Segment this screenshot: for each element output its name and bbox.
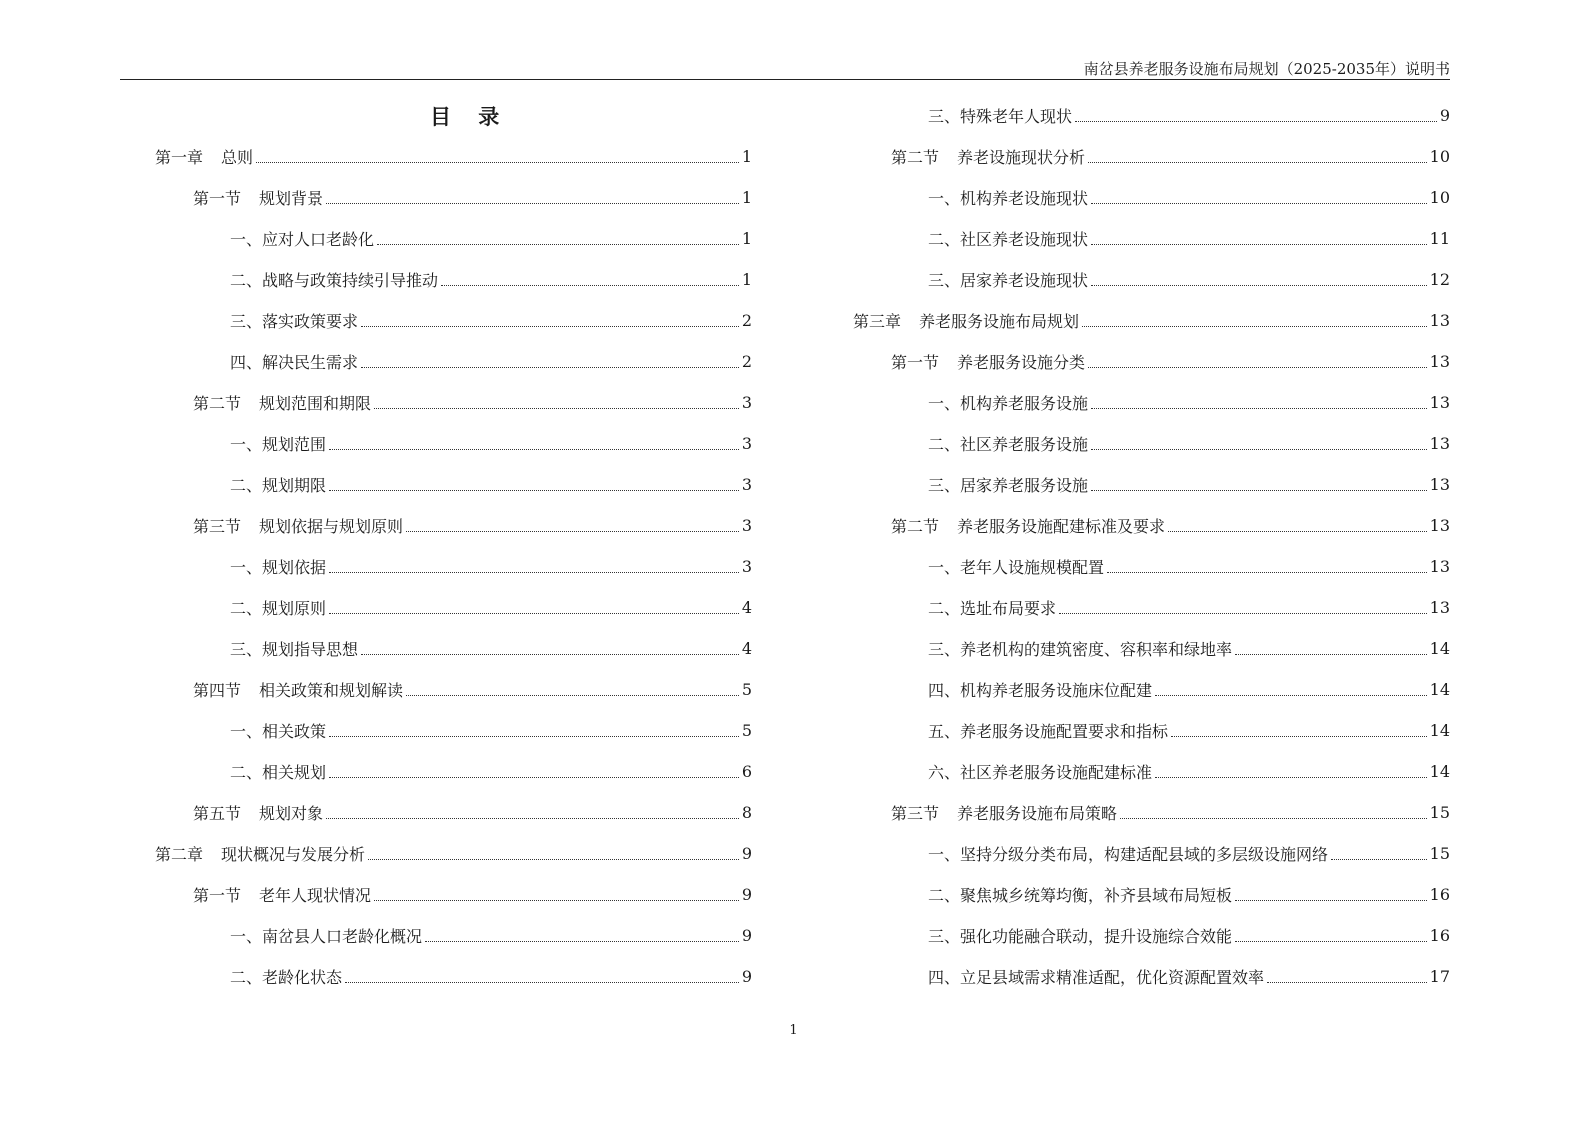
toc-dot-leader: [1075, 120, 1437, 122]
toc-dot-leader: [1168, 530, 1427, 532]
toc-entry-label: [928, 637, 1232, 660]
toc-entry-page: 5: [741, 721, 752, 740]
toc-entry-number: 第三节: [193, 517, 242, 536]
toc-entry-page: 1: [741, 188, 752, 207]
toc-entry-text: 三、特殊老年人现状: [928, 107, 1073, 126]
toc-entry-label: [928, 760, 1152, 783]
toc-entry[interactable]: [155, 956, 752, 997]
toc-entry-label: [928, 227, 1088, 250]
toc-entry-label: [193, 514, 403, 537]
toc-entry[interactable]: [853, 669, 1450, 710]
header-rule: [120, 79, 1450, 80]
toc-dot-leader: [361, 366, 739, 368]
toc-dot-leader: [256, 161, 739, 163]
toc-entry-label: [230, 350, 358, 373]
toc-entry-label: [230, 719, 326, 742]
toc-entry-page: 10: [1429, 147, 1450, 166]
toc-right-column: [853, 95, 1450, 997]
toc-entry[interactable]: [853, 95, 1450, 136]
toc-entry-number: 第二章: [155, 845, 204, 864]
toc-entry-label: [230, 596, 326, 619]
toc-entry-label: [155, 145, 253, 168]
toc-entry-page: 14: [1429, 721, 1450, 740]
toc-entry-page: 1: [741, 229, 752, 248]
toc-entry-label: [928, 432, 1088, 455]
toc-entry[interactable]: [853, 915, 1450, 956]
toc-entry-text: 养老服务设施配建标准及要求: [957, 517, 1166, 536]
toc-dot-leader: [1235, 653, 1427, 655]
toc-entry-text: 六、社区养老服务设施配建标准: [928, 763, 1153, 782]
toc-entry-page: 6: [741, 762, 752, 781]
toc-entry-page: 2: [741, 352, 752, 371]
toc-entry-page: 9: [741, 844, 752, 863]
toc-dot-leader: [1091, 489, 1427, 491]
toc-entry-text: 二、老龄化状态: [230, 968, 343, 987]
toc-entry-text: 一、机构养老服务设施: [928, 394, 1089, 413]
toc-entry-label: [928, 924, 1232, 947]
toc-entry-page: 9: [1439, 106, 1450, 125]
toc-dot-leader: [1088, 366, 1427, 368]
toc-entry-page: 13: [1429, 434, 1450, 453]
toc-dot-leader: [1091, 202, 1427, 204]
toc-entry-text: 五、养老服务设施配置要求和指标: [928, 722, 1169, 741]
toc-entry[interactable]: [155, 792, 752, 833]
toc-entry-page: 4: [741, 639, 752, 658]
toc-entry-page: 3: [741, 557, 752, 576]
toc-entry-label: [928, 473, 1088, 496]
toc-entry[interactable]: [853, 751, 1450, 792]
toc-entry[interactable]: [155, 382, 752, 423]
toc-entry[interactable]: [853, 792, 1450, 833]
toc-entry-text: 二、社区养老服务设施: [928, 435, 1089, 454]
document-header-title: 南岔县养老服务设施布局规划（2025-2035年）说明书: [1083, 60, 1450, 78]
toc-entry-label: [928, 104, 1072, 127]
toc-entry-text: 总则: [221, 148, 254, 167]
toc-entry[interactable]: [853, 423, 1450, 464]
toc-entry-label: [230, 227, 374, 250]
toc-entry-number: 第三节: [891, 804, 940, 823]
toc-entry-label: [928, 186, 1088, 209]
toc-entry-page: 12: [1429, 270, 1450, 289]
toc-dot-leader: [326, 817, 739, 819]
toc-entry-page: 16: [1429, 885, 1450, 904]
toc-dot-leader: [1107, 571, 1427, 573]
toc-entry-label: [230, 760, 326, 783]
toc-entry-page: 16: [1429, 926, 1450, 945]
toc-entry-text: 一、坚持分级分类布局，构建适配县域的多层级设施网络: [928, 845, 1329, 864]
toc-dot-leader: [1091, 243, 1427, 245]
toc-entry-label: [928, 555, 1104, 578]
toc-entry-text: 三、强化功能融合联动，提升设施综合效能: [928, 927, 1233, 946]
toc-entry[interactable]: [155, 218, 752, 259]
toc-dot-leader: [1235, 940, 1427, 942]
toc-dot-leader: [1235, 899, 1427, 901]
toc-entry-page: 3: [741, 393, 752, 412]
toc-entry-page: 9: [741, 885, 752, 904]
toc-title: 目 录: [430, 104, 510, 129]
toc-entry-text: 相关政策和规划解读: [259, 681, 404, 700]
toc-entry-page: 10: [1429, 188, 1450, 207]
toc-entry-text: 现状概况与发展分析: [221, 845, 366, 864]
toc-dot-leader: [361, 325, 739, 327]
toc-entry[interactable]: [155, 300, 752, 341]
toc-entry-label: [928, 719, 1168, 742]
toc-entry[interactable]: [155, 177, 752, 218]
toc-dot-leader: [1120, 817, 1427, 819]
toc-entry[interactable]: [155, 259, 752, 300]
toc-dot-leader: [361, 653, 739, 655]
toc-dot-leader: [425, 940, 739, 942]
toc-entry-label: [928, 842, 1328, 865]
toc-entry-label: [230, 473, 326, 496]
toc-entry-number: 第三章: [853, 312, 902, 331]
toc-entry-page: 3: [741, 475, 752, 494]
toc-entry-text: 三、养老机构的建筑密度、容积率和绿地率: [928, 640, 1233, 659]
toc-entry[interactable]: [853, 505, 1450, 546]
toc-entry-label: [891, 350, 1085, 373]
toc-entry-page: 9: [741, 967, 752, 986]
toc-entry-label: [155, 842, 365, 865]
toc-entry-page: 1: [741, 270, 752, 289]
toc-entry[interactable]: [853, 710, 1450, 751]
toc-dot-leader: [374, 407, 739, 409]
toc-entry[interactable]: [853, 874, 1450, 915]
toc-entry-page: 15: [1429, 844, 1450, 863]
toc-dot-leader: [1331, 858, 1427, 860]
toc-entry-text: 四、立足县域需求精准适配，优化资源配置效率: [928, 968, 1265, 987]
toc-entry-page: 9: [741, 926, 752, 945]
toc-dot-leader: [329, 448, 739, 450]
toc-entry[interactable]: [155, 423, 752, 464]
toc-entry-text: 三、居家养老服务设施: [928, 476, 1089, 495]
toc-entry[interactable]: [155, 833, 752, 874]
toc-entry-number: 第二节: [891, 517, 940, 536]
toc-entry-label: [230, 965, 342, 988]
toc-entry-label: [928, 965, 1264, 988]
toc-entry-text: 养老服务设施分类: [957, 353, 1086, 372]
toc-entry-label: [891, 801, 1117, 824]
toc-entry-text: 二、相关规划: [230, 763, 327, 782]
toc-dot-leader: [329, 776, 739, 778]
toc-dot-leader: [406, 530, 739, 532]
toc-dot-leader: [326, 202, 739, 204]
toc-dot-leader: [1091, 407, 1427, 409]
toc-entry[interactable]: [155, 710, 752, 751]
toc-entry-text: 一、规划范围: [230, 435, 327, 454]
toc-entry-label: [193, 678, 403, 701]
toc-entry-text: 老年人现状情况: [259, 886, 372, 905]
toc-entry-number: 第一节: [891, 353, 940, 372]
toc-entry-page: 13: [1429, 393, 1450, 412]
toc-entry-page: 14: [1429, 680, 1450, 699]
toc-entry-page: 2: [741, 311, 752, 330]
toc-entry-text: 三、规划指导思想: [230, 640, 359, 659]
toc-entry[interactable]: [155, 546, 752, 587]
toc-entry[interactable]: [155, 751, 752, 792]
toc-entry-text: 一、机构养老设施现状: [928, 189, 1089, 208]
toc-entry[interactable]: [155, 464, 752, 505]
toc-entry-text: 规划对象: [259, 804, 324, 823]
page-number: 1: [789, 1023, 798, 1038]
toc-entry[interactable]: [853, 628, 1450, 669]
toc-entry[interactable]: [853, 546, 1450, 587]
toc-entry-number: 第一节: [193, 189, 242, 208]
toc-entry-number: 第一节: [193, 886, 242, 905]
toc-entry-text: 二、选址布局要求: [928, 599, 1057, 618]
toc-entry[interactable]: [853, 464, 1450, 505]
toc-entry-text: 二、战略与政策持续引导推动: [230, 271, 439, 290]
toc-entry-text: 一、南岔县人口老龄化概况: [230, 927, 423, 946]
toc-entry-page: 4: [741, 598, 752, 617]
toc-dot-leader: [329, 571, 739, 573]
toc-entry-page: 11: [1429, 229, 1450, 248]
toc-entry-number: 第二节: [891, 148, 940, 167]
toc-entry-text: 养老设施现状分析: [957, 148, 1086, 167]
toc-entry-page: 17: [1429, 967, 1450, 986]
toc-entry[interactable]: [853, 833, 1450, 874]
toc-dot-leader: [1171, 735, 1427, 737]
toc-dot-leader: [1091, 448, 1427, 450]
toc-left-column: [155, 136, 752, 997]
toc-entry-number: 第五节: [193, 804, 242, 823]
toc-entry-text: 三、居家养老设施现状: [928, 271, 1089, 290]
toc-entry-page: 3: [741, 516, 752, 535]
toc-entry[interactable]: [155, 669, 752, 710]
toc-dot-leader: [406, 694, 739, 696]
toc-entry[interactable]: [155, 874, 752, 915]
toc-dot-leader: [441, 284, 739, 286]
toc-entry[interactable]: [155, 628, 752, 669]
toc-entry-label: [891, 145, 1085, 168]
toc-entry[interactable]: [853, 177, 1450, 218]
toc-entry[interactable]: [155, 505, 752, 546]
toc-entry[interactable]: [853, 300, 1450, 341]
toc-entry-page: 5: [741, 680, 752, 699]
toc-dot-leader: [377, 243, 739, 245]
toc-dot-leader: [374, 899, 739, 901]
toc-entry[interactable]: [155, 136, 752, 177]
toc-entry-text: 规划范围和期限: [259, 394, 372, 413]
toc-entry[interactable]: [155, 915, 752, 956]
toc-dot-leader: [1082, 325, 1427, 327]
toc-entry-label: [928, 883, 1232, 906]
toc-entry[interactable]: [853, 956, 1450, 997]
toc-entry-text: 一、相关政策: [230, 722, 327, 741]
toc-entry-label: [230, 637, 358, 660]
toc-entry-label: [230, 432, 326, 455]
toc-entry[interactable]: [853, 259, 1450, 300]
toc-entry-number: 第一章: [155, 148, 204, 167]
toc-entry-label: [928, 596, 1056, 619]
toc-entry-text: 二、规划期限: [230, 476, 327, 495]
toc-dot-leader: [1155, 776, 1427, 778]
toc-dot-leader: [1059, 612, 1427, 614]
toc-entry[interactable]: [853, 341, 1450, 382]
toc-entry[interactable]: [853, 136, 1450, 177]
toc-entry-text: 养老服务设施布局规划: [919, 312, 1080, 331]
toc-entry-text: 一、老年人设施规模配置: [928, 558, 1105, 577]
toc-entry[interactable]: [155, 587, 752, 628]
toc-entry-page: 14: [1429, 639, 1450, 658]
toc-entry-page: 13: [1429, 475, 1450, 494]
toc-entry-page: 13: [1429, 352, 1450, 371]
toc-entry-label: [193, 391, 371, 414]
toc-entry-text: 三、落实政策要求: [230, 312, 359, 331]
toc-dot-leader: [329, 612, 739, 614]
toc-entry-label: [928, 391, 1088, 414]
toc-entry-label: [230, 268, 438, 291]
toc-entry-number: 第二节: [193, 394, 242, 413]
toc-entry-page: 14: [1429, 762, 1450, 781]
toc-entry[interactable]: [155, 341, 752, 382]
toc-entry-label: [928, 678, 1152, 701]
toc-dot-leader: [1088, 161, 1427, 163]
toc-entry-page: 13: [1429, 311, 1450, 330]
toc-dot-leader: [345, 981, 739, 983]
toc-entry-label: [230, 555, 326, 578]
toc-entry-text: 二、规划原则: [230, 599, 327, 618]
toc-dot-leader: [329, 735, 739, 737]
toc-dot-leader: [1267, 981, 1427, 983]
toc-entry[interactable]: [853, 382, 1450, 423]
toc-entry-label: [853, 309, 1079, 332]
toc-entry-label: [230, 924, 422, 947]
toc-entry-page: 3: [741, 434, 752, 453]
toc-entry[interactable]: [853, 218, 1450, 259]
toc-dot-leader: [1091, 284, 1427, 286]
toc-entry-text: 一、应对人口老龄化: [230, 230, 375, 249]
toc-entry-page: 13: [1429, 516, 1450, 535]
toc-entry-label: [891, 514, 1165, 537]
toc-entry-label: [928, 268, 1088, 291]
toc-entry-page: 15: [1429, 803, 1450, 822]
toc-dot-leader: [1155, 694, 1427, 696]
toc-entry-text: 二、社区养老设施现状: [928, 230, 1089, 249]
toc-entry-label: [193, 801, 323, 824]
toc-entry[interactable]: [853, 587, 1450, 628]
toc-entry-text: 养老服务设施布局策略: [957, 804, 1118, 823]
toc-entry-page: 13: [1429, 598, 1450, 617]
toc-entry-number: 第四节: [193, 681, 242, 700]
toc-entry-label: [230, 309, 358, 332]
toc-dot-leader: [329, 489, 739, 491]
toc-entry-page: 13: [1429, 557, 1450, 576]
toc-entry-text: 二、聚焦城乡统筹均衡，补齐县域布局短板: [928, 886, 1233, 905]
toc-entry-text: 规划依据与规划原则: [259, 517, 404, 536]
toc-entry-label: [193, 883, 371, 906]
toc-entry-text: 四、机构养老服务设施床位配建: [928, 681, 1153, 700]
toc-entry-page: 8: [741, 803, 752, 822]
toc-entry-label: [193, 186, 323, 209]
toc-entry-text: 规划背景: [259, 189, 324, 208]
toc-entry-text: 四、解决民生需求: [230, 353, 359, 372]
toc-dot-leader: [368, 858, 739, 860]
toc-entry-page: 1: [741, 147, 752, 166]
toc-entry-text: 一、规划依据: [230, 558, 327, 577]
